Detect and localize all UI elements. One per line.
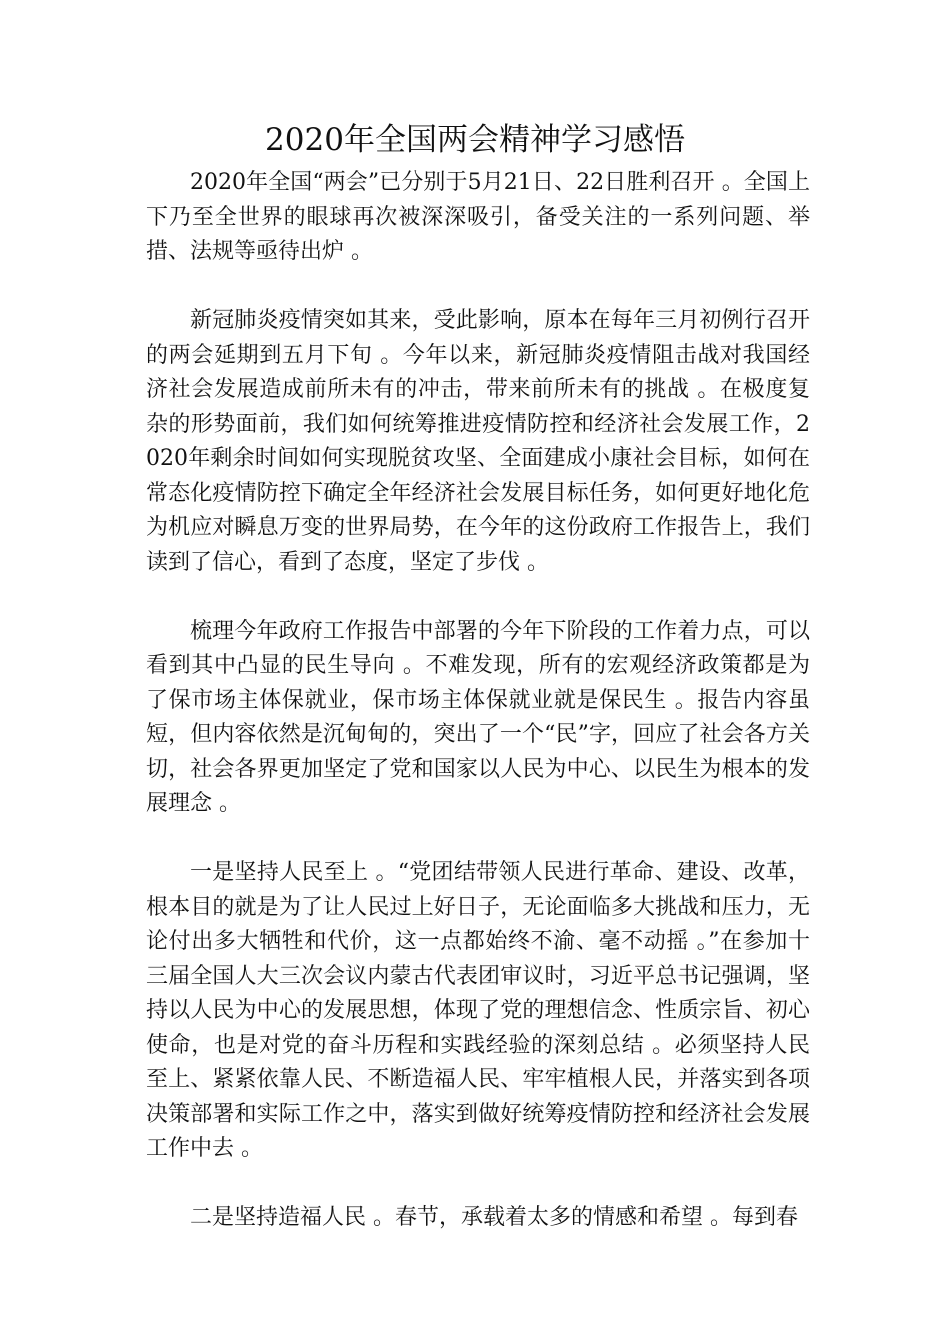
paragraph-3: 梳理今年政府工作报告中部署的今年下阶段的工作着力点，可以看到其中凸显的民生导向 。不难发现，所有的宏观经济政策都是为了保市场主体保就业，保市场主体保就业就是保民生 。报告内容虽短，但内容依然是沉甸甸的，突出了一个“民”字，回应了社会各方关切，社会各界更加坚定了党和国家以人民为中心、以民生为根本的发展理念 。 — [146, 618, 810, 816]
paragraph-1: 2020年全国“两会”已分别于5月21日、22日胜利召开 。全国上下乃至全世界的眼球再次被深深吸引，备受关注的一系列问题、举措、法规等亟待出炉 。 — [146, 170, 810, 264]
paragraph-2: 新冠肺炎疫情突如其来，受此影响，原本在每年三月初例行召开的两会延期到五月下旬 。今年以来，新冠肺炎疫情阻击战对我国经济社会发展造成前所未有的冲击，带来前所未有的挑战 。在极度复杂的形势面前，我们如何统筹推进疫情防控和经济社会发展工作，2020年剩余时间如何实现脱贫攻坚、全面建成小康社会目标，如何在常态化疫情防控下确定全年经济社会发展目标任务，如何更好地化危为机应对瞬息万变的世界局势，在今年的这份政府工作报告上，我们读到了信心，看到了态度，坚定了步伐 。 — [146, 308, 810, 575]
document-body — [146, 166, 810, 1236]
paragraph-4: 一是坚持人民至上 。“党团结带领人民进行革命、建设、改革，根本目的就是为了让人民过上好日子，无论面临多大挑战和压力，无论付出多大牺牲和代价，这一点都始终不渝、毫不动摇 。”在参加十三届全国人大三次会议内蒙古代表团审议时，习近平总书记强调，坚持以人民为中心的发展思想，体现了党的理想信念、性质宗旨、初心使命，也是对党的奋斗历程和实践经验的深刻总结 。必须坚持人民至上、紧紧依靠人民、不断造福人民、牢牢植根人民，并落实到各项决策部署和实际工作之中，落实到做好统筹疫情防控和经济社会发展工作中去 。 — [146, 860, 810, 1161]
paragraph-5: 二是坚持造福人民 。春节，承载着太多的情感和希望 。每到春 — [190, 1205, 798, 1230]
document-title: 2020年全国两会精神学习感悟 — [265, 122, 685, 158]
